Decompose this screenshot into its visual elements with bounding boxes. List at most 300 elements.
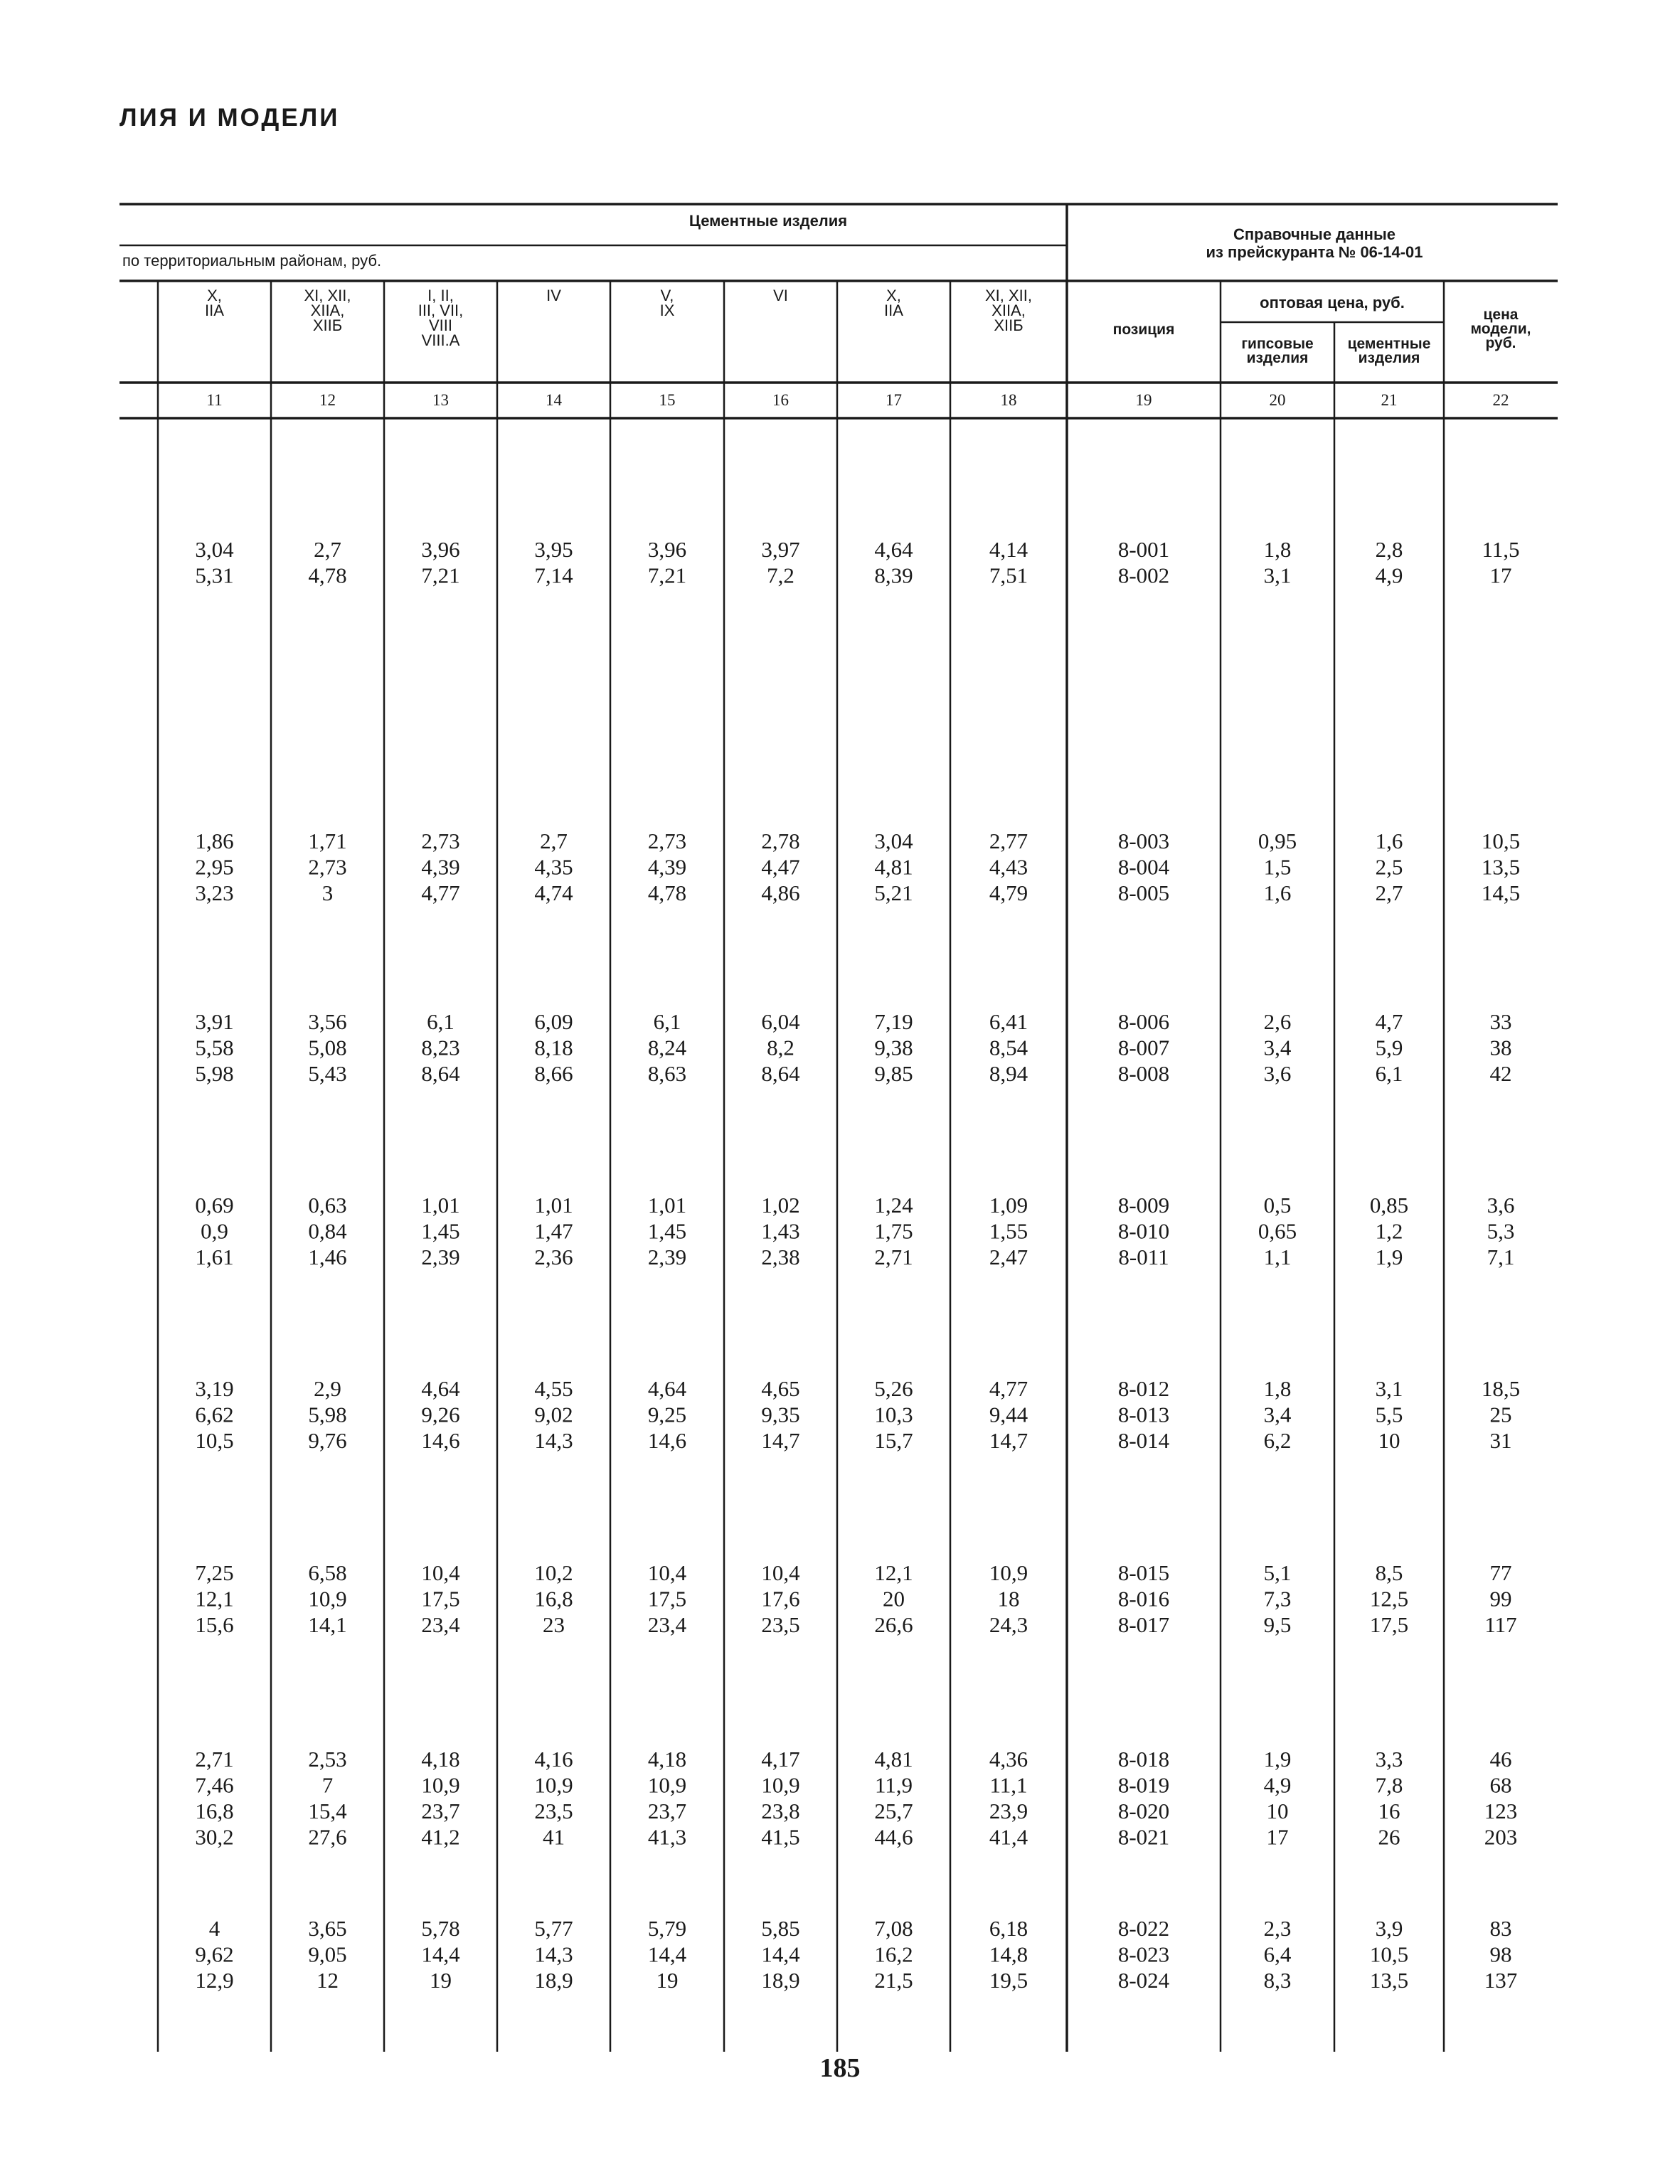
table-cell: 0,9 bbox=[201, 1218, 228, 1244]
table-cell: 41 bbox=[543, 1824, 565, 1850]
table-cell: 14,4 bbox=[647, 1941, 687, 1967]
table-cell: 18,5 bbox=[1481, 1376, 1521, 1401]
table-cell: 1,9 bbox=[1375, 1245, 1403, 1269]
column-number: 19 bbox=[1135, 391, 1152, 409]
column-number: 11 bbox=[206, 391, 223, 409]
column-header-label: IIA bbox=[884, 302, 903, 319]
table-cell: 8,66 bbox=[534, 1061, 573, 1086]
column-number: 14 bbox=[546, 391, 562, 409]
table-cell: 5,9 bbox=[1375, 1035, 1403, 1060]
table-cell: 15,4 bbox=[308, 1799, 347, 1823]
column-header-label: V, bbox=[660, 287, 674, 304]
row-group bbox=[195, 1560, 1516, 1637]
table-cell: 8,24 bbox=[647, 1035, 687, 1060]
table-cell: 99 bbox=[1489, 1586, 1512, 1612]
table-cell: 18 bbox=[997, 1586, 1020, 1612]
table-cell: 2,39 bbox=[647, 1245, 687, 1269]
table-cell: 5,31 bbox=[195, 563, 234, 588]
table-cell: 7,46 bbox=[195, 1772, 234, 1798]
table-cell: 9,38 bbox=[874, 1035, 913, 1060]
table-cell: 13,5 bbox=[1369, 1968, 1409, 1993]
column-header-label: цементные bbox=[1347, 336, 1431, 352]
table-cell: 14,7 bbox=[761, 1428, 800, 1453]
table-cell: 4,35 bbox=[534, 854, 573, 880]
table-cell: 3,04 bbox=[874, 829, 913, 853]
table-cell: 2,73 bbox=[308, 854, 347, 880]
table-cell: 2,6 bbox=[1263, 1009, 1292, 1034]
table-cell: 10,9 bbox=[534, 1772, 573, 1798]
table-cell: 4,7 bbox=[1375, 1009, 1403, 1034]
table-cell: 8-006 bbox=[1117, 1009, 1170, 1034]
table-cell: 12,5 bbox=[1369, 1586, 1409, 1612]
table-cell: 2,7 bbox=[1375, 880, 1403, 905]
table-row bbox=[195, 1968, 1517, 1993]
table-row bbox=[195, 563, 1511, 588]
table-row bbox=[195, 1560, 1511, 1585]
table-cell: 1,01 bbox=[647, 1193, 687, 1218]
table-cell: 3,97 bbox=[761, 537, 800, 562]
table-cell: 2,7 bbox=[540, 829, 568, 853]
column-number: 22 bbox=[1492, 391, 1509, 409]
table-row bbox=[195, 1193, 1514, 1218]
table-cell: 3 bbox=[321, 880, 334, 905]
table-cell: 8-012 bbox=[1117, 1376, 1170, 1401]
table-cell: 3,3 bbox=[1375, 1747, 1403, 1772]
row-group bbox=[195, 829, 1520, 905]
column-header-label: изделия bbox=[1246, 350, 1309, 366]
table-cell: 0,63 bbox=[308, 1193, 347, 1218]
table-cell: 10,5 bbox=[195, 1428, 234, 1453]
column-number: 13 bbox=[432, 391, 449, 409]
table-cell: 4,77 bbox=[421, 880, 460, 905]
table-cell: 14,7 bbox=[989, 1428, 1028, 1453]
table-row bbox=[195, 1061, 1511, 1086]
table-cell: 8,23 bbox=[421, 1035, 460, 1060]
row-group bbox=[195, 1009, 1511, 1086]
table-cell: 3,96 bbox=[647, 537, 687, 562]
table-cell: 7,1 bbox=[1487, 1245, 1515, 1269]
table-cell: 5,21 bbox=[874, 880, 913, 905]
table-cell: 19 bbox=[656, 1968, 679, 1993]
table-cell: 8-009 bbox=[1117, 1193, 1170, 1218]
table-row bbox=[195, 855, 1520, 880]
header-reference-line1: Справочные данные bbox=[1233, 225, 1395, 243]
table-cell: 4,43 bbox=[989, 854, 1028, 880]
table-cell: 19,5 bbox=[989, 1968, 1028, 1993]
table-cell: 8,64 bbox=[421, 1061, 460, 1086]
table-cell: 9,35 bbox=[761, 1402, 800, 1427]
table-cell: 4,9 bbox=[1263, 1772, 1292, 1798]
table-cell: 8-022 bbox=[1117, 1916, 1170, 1941]
column-number: 21 bbox=[1381, 391, 1398, 409]
table-cell: 4 bbox=[208, 1916, 220, 1941]
table-cell: 14,5 bbox=[1481, 880, 1521, 905]
table-cell: 5,78 bbox=[421, 1916, 460, 1941]
table-cell: 1,24 bbox=[874, 1193, 913, 1218]
table-cell: 8,5 bbox=[1375, 1560, 1403, 1585]
table-cell: 8-018 bbox=[1117, 1747, 1170, 1772]
table-cell: 17 bbox=[1489, 563, 1512, 588]
table-cell: 8-021 bbox=[1117, 1824, 1170, 1850]
table-cell: 14,6 bbox=[647, 1428, 687, 1453]
column-number: 18 bbox=[1000, 391, 1017, 409]
column-header-label: модели, bbox=[1470, 321, 1531, 337]
table-cell: 3,6 bbox=[1487, 1193, 1515, 1218]
table-cell: 10,2 bbox=[534, 1560, 573, 1585]
table-cell: 8,64 bbox=[761, 1061, 800, 1086]
table-cell: 83 bbox=[1489, 1916, 1512, 1941]
column-number: 16 bbox=[772, 391, 789, 409]
table-cell: 8-008 bbox=[1117, 1061, 1170, 1086]
column-header-label: I, II, bbox=[427, 287, 454, 304]
table-cell: 7,2 bbox=[767, 563, 794, 588]
header-cement-products: Цементные изделия bbox=[689, 212, 848, 230]
table-cell: 8-010 bbox=[1117, 1218, 1170, 1244]
table-cell: 98 bbox=[1489, 1941, 1512, 1967]
table-cell: 4,18 bbox=[421, 1747, 460, 1772]
table-cell: 3,65 bbox=[308, 1916, 347, 1941]
table-cell: 2,36 bbox=[534, 1245, 573, 1269]
table-row bbox=[209, 1916, 1512, 1941]
table-cell: 3,1 bbox=[1263, 563, 1292, 588]
table-row bbox=[195, 1612, 1516, 1637]
table-cell: 14,6 bbox=[421, 1428, 460, 1453]
column-header-label: изделия bbox=[1358, 350, 1420, 366]
column-header-label: III, VII, bbox=[418, 302, 464, 319]
table-cell: 38 bbox=[1489, 1035, 1512, 1060]
table-cell: 8-002 bbox=[1117, 563, 1170, 588]
table-cell: 11,9 bbox=[874, 1772, 913, 1798]
table-cell: 2,9 bbox=[314, 1376, 341, 1401]
table-cell: 11,5 bbox=[1482, 537, 1520, 562]
table-cell: 10,9 bbox=[761, 1772, 800, 1798]
table-cell: 8-007 bbox=[1117, 1035, 1170, 1060]
table-cell: 3,04 bbox=[195, 537, 234, 562]
table-cell: 9,02 bbox=[534, 1402, 573, 1427]
table-cell: 2,3 bbox=[1263, 1916, 1292, 1941]
table-cell: 3,9 bbox=[1375, 1916, 1403, 1941]
table-row bbox=[195, 1245, 1514, 1269]
table-cell: 117 bbox=[1484, 1612, 1517, 1637]
table-cell: 2,47 bbox=[989, 1245, 1028, 1269]
table-cell: 1,9 bbox=[1263, 1747, 1292, 1772]
table-row bbox=[195, 829, 1520, 853]
column-header-label: руб. bbox=[1485, 335, 1516, 351]
table-cell: 16,8 bbox=[195, 1799, 234, 1823]
table-cell: 17,5 bbox=[1369, 1612, 1409, 1637]
table-cell: 9,25 bbox=[647, 1402, 687, 1427]
table-cell: 9,26 bbox=[421, 1402, 460, 1427]
column-header-label: X, bbox=[886, 287, 901, 304]
table-cell: 2,5 bbox=[1375, 854, 1403, 880]
table-cell: 3,56 bbox=[308, 1009, 347, 1034]
page-number: 185 bbox=[819, 2053, 861, 2083]
table-cell: 10,9 bbox=[308, 1586, 347, 1612]
table-cell: 8-004 bbox=[1117, 854, 1170, 880]
table-cell: 17,5 bbox=[421, 1586, 460, 1612]
table-cell: 3,4 bbox=[1263, 1035, 1292, 1060]
table-cell: 8-005 bbox=[1117, 880, 1170, 905]
table-cell: 4,77 bbox=[989, 1376, 1028, 1401]
table-row bbox=[195, 537, 1519, 562]
table-cell: 4,18 bbox=[647, 1747, 687, 1772]
table-cell: 7,21 bbox=[421, 563, 460, 588]
table-row bbox=[195, 1825, 1517, 1850]
table-cell: 46 bbox=[1489, 1747, 1512, 1772]
table-cell: 4,78 bbox=[647, 880, 687, 905]
column-header-label: XIIБ bbox=[312, 316, 343, 334]
table-cell: 7,14 bbox=[534, 563, 573, 588]
table-cell: 4,39 bbox=[421, 854, 460, 880]
table-cell: 7,51 bbox=[989, 563, 1028, 588]
table-cell: 5,85 bbox=[761, 1916, 800, 1941]
table-cell: 41,2 bbox=[421, 1824, 460, 1850]
row-group bbox=[195, 537, 1519, 588]
table-cell: 25 bbox=[1489, 1402, 1512, 1427]
table-cell: 10,4 bbox=[647, 1560, 687, 1585]
table-grid bbox=[119, 204, 1558, 2052]
table-row bbox=[201, 1219, 1514, 1244]
table-cell: 5,79 bbox=[647, 1916, 687, 1941]
table-cell: 1,2 bbox=[1375, 1218, 1403, 1244]
table-cell: 10,9 bbox=[647, 1772, 687, 1798]
table-cell: 1,8 bbox=[1263, 537, 1292, 562]
table-cell: 3,23 bbox=[195, 880, 234, 905]
column-header-label: позиция bbox=[1112, 321, 1175, 338]
table-cell: 1,6 bbox=[1375, 829, 1403, 853]
table-cell: 1,01 bbox=[421, 1193, 460, 1218]
table-cell: 8-024 bbox=[1117, 1968, 1170, 1993]
table-cell: 2,39 bbox=[421, 1245, 460, 1269]
table-cell: 14,3 bbox=[534, 1941, 573, 1967]
table-cell: 0,69 bbox=[195, 1193, 234, 1218]
table-cell: 2,8 bbox=[1375, 537, 1403, 562]
table-cell: 3,1 bbox=[1375, 1376, 1403, 1401]
column-header-label: XIIA, bbox=[310, 302, 345, 319]
table-cell: 137 bbox=[1484, 1968, 1518, 1993]
column-header-label: цена bbox=[1483, 307, 1519, 323]
table-cell: 16,2 bbox=[874, 1941, 913, 1967]
table-cell: 15,6 bbox=[195, 1612, 234, 1637]
table-cell: 6,1 bbox=[1375, 1061, 1403, 1086]
column-numbers bbox=[206, 391, 1509, 409]
table-cell: 5,98 bbox=[308, 1402, 347, 1427]
table-cell: 2,53 bbox=[308, 1747, 347, 1772]
table-cell: 2,73 bbox=[647, 829, 687, 853]
table-cell: 42 bbox=[1489, 1061, 1512, 1086]
table-cell: 8-023 bbox=[1117, 1941, 1170, 1967]
table-cell: 23,4 bbox=[421, 1612, 460, 1637]
table-cell: 6,18 bbox=[989, 1916, 1028, 1941]
table-cell: 4,78 bbox=[308, 563, 347, 588]
table-cell: 68 bbox=[1489, 1772, 1512, 1798]
column-header-label: XI, XII, bbox=[304, 287, 351, 304]
table-cell: 41,3 bbox=[647, 1824, 687, 1850]
table-cell: 14,4 bbox=[761, 1941, 800, 1967]
table-cell: 12 bbox=[317, 1968, 339, 1993]
table-cell: 14,1 bbox=[308, 1612, 347, 1637]
table-cell: 27,6 bbox=[308, 1824, 347, 1850]
table-cell: 10,9 bbox=[421, 1772, 460, 1798]
table-cell: 9,5 bbox=[1263, 1612, 1292, 1637]
column-header-label: IV bbox=[546, 287, 561, 304]
row-group bbox=[195, 1916, 1517, 1993]
table-cell: 10,5 bbox=[1369, 1941, 1409, 1967]
table-cell: 1,1 bbox=[1263, 1245, 1292, 1269]
table-row bbox=[195, 1035, 1511, 1060]
table-cell: 4,39 bbox=[647, 854, 687, 880]
table-cell: 15,7 bbox=[874, 1428, 913, 1453]
table-cell: 4,64 bbox=[874, 537, 913, 562]
table-cell: 17,5 bbox=[647, 1586, 687, 1612]
column-header-label: XIIБ bbox=[994, 316, 1024, 334]
table-cell: 1,02 bbox=[761, 1193, 800, 1218]
table-cell: 0,95 bbox=[1258, 829, 1297, 853]
table-cell: 7,21 bbox=[647, 563, 687, 588]
table-cell: 7,19 bbox=[874, 1009, 913, 1034]
table-cell: 20 bbox=[883, 1586, 905, 1612]
table-row bbox=[195, 1747, 1511, 1772]
table-cell: 8-014 bbox=[1117, 1428, 1170, 1453]
table-cell: 5,26 bbox=[874, 1376, 913, 1401]
table-cell: 4,55 bbox=[534, 1376, 573, 1401]
table-cell: 23,7 bbox=[647, 1799, 687, 1823]
table-cell: 123 bbox=[1484, 1799, 1518, 1823]
table-cell: 17 bbox=[1266, 1824, 1289, 1850]
table-cell: 8,2 bbox=[767, 1035, 794, 1060]
table-cell: 2,73 bbox=[421, 829, 460, 853]
table-cell: 4,36 bbox=[989, 1747, 1028, 1772]
table-cell: 26,6 bbox=[874, 1612, 913, 1637]
table-row bbox=[195, 1428, 1511, 1453]
column-header-label: VI bbox=[773, 287, 788, 304]
table-cell: 4,74 bbox=[534, 880, 573, 905]
table-cell: 18,9 bbox=[534, 1968, 573, 1993]
table-cell: 10,9 bbox=[989, 1560, 1028, 1585]
column-number: 17 bbox=[886, 391, 902, 409]
table-cell: 4,16 bbox=[534, 1747, 573, 1772]
table-cell: 8-015 bbox=[1117, 1560, 1170, 1585]
table-cell: 4,64 bbox=[647, 1376, 687, 1401]
column-header-label: VIII bbox=[428, 316, 453, 334]
table-cell: 11,1 bbox=[989, 1772, 1028, 1798]
table-cell: 6,2 bbox=[1263, 1428, 1292, 1453]
column-header-label: гипсовые bbox=[1241, 336, 1314, 352]
table-cell: 0,5 bbox=[1263, 1193, 1292, 1218]
table-cell: 7,3 bbox=[1263, 1586, 1292, 1612]
table-cell: 4,65 bbox=[761, 1376, 800, 1401]
table-cell: 6,62 bbox=[195, 1402, 234, 1427]
column-number: 12 bbox=[319, 391, 336, 409]
table-cell: 8,39 bbox=[874, 563, 913, 588]
header-reference-line2: из прейскуранта № 06-14-01 bbox=[1206, 243, 1423, 261]
table-cell: 5,98 bbox=[195, 1061, 234, 1086]
row-group bbox=[195, 1193, 1514, 1269]
table-cell: 5,77 bbox=[534, 1916, 573, 1941]
table-row bbox=[195, 1009, 1511, 1034]
table-cell: 41,4 bbox=[989, 1824, 1028, 1850]
table-cell: 5,3 bbox=[1487, 1218, 1515, 1244]
table-cell: 6,41 bbox=[989, 1009, 1028, 1034]
column-header-label: XI, XII, bbox=[984, 287, 1033, 304]
table-cell: 23,8 bbox=[761, 1799, 800, 1823]
table-cell: 13,5 bbox=[1481, 854, 1521, 880]
table-cell: 8-020 bbox=[1117, 1799, 1170, 1823]
table-cell: 12,1 bbox=[874, 1560, 913, 1585]
table-cell: 6,1 bbox=[653, 1009, 681, 1034]
table-cell: 23,9 bbox=[989, 1799, 1028, 1823]
table-cell: 1,55 bbox=[989, 1218, 1028, 1244]
table-cell: 2,7 bbox=[314, 537, 341, 562]
table-cell: 77 bbox=[1489, 1560, 1512, 1585]
table-cell: 1,71 bbox=[308, 829, 347, 853]
table-row bbox=[195, 1942, 1511, 1967]
table-cell: 1,6 bbox=[1263, 880, 1292, 905]
table-row bbox=[195, 1587, 1511, 1612]
table-cell: 8-001 bbox=[1117, 537, 1170, 562]
table-cell: 9,85 bbox=[874, 1061, 913, 1086]
table-cell: 3,91 bbox=[195, 1009, 234, 1034]
table-cell: 24,3 bbox=[989, 1612, 1028, 1637]
column-header-label: VIII.A bbox=[421, 331, 460, 349]
table-cell: 9,76 bbox=[308, 1428, 347, 1453]
column-header-label: XIIA, bbox=[991, 302, 1026, 319]
table-cell: 8,63 bbox=[647, 1061, 687, 1086]
table-cell: 10 bbox=[1378, 1428, 1400, 1453]
table-cell: 1,61 bbox=[195, 1245, 234, 1269]
table-row bbox=[195, 1402, 1511, 1427]
table-cell: 1,5 bbox=[1263, 854, 1292, 880]
table-cell: 8-013 bbox=[1117, 1402, 1170, 1427]
table-cell: 2,95 bbox=[195, 854, 234, 880]
table-cell: 4,81 bbox=[874, 854, 913, 880]
table-cell: 3,4 bbox=[1263, 1402, 1292, 1427]
table-cell: 14,3 bbox=[534, 1428, 573, 1453]
table-cell: 8,94 bbox=[989, 1061, 1028, 1086]
table-cell: 1,45 bbox=[647, 1218, 687, 1244]
table-cell: 23,7 bbox=[421, 1799, 460, 1823]
column-separators bbox=[158, 281, 1444, 2052]
row-group bbox=[195, 1376, 1520, 1453]
table-cell: 5,1 bbox=[1263, 1560, 1292, 1585]
table-cell: 0,84 bbox=[308, 1218, 347, 1244]
table-cell: 7,08 bbox=[874, 1916, 913, 1941]
table-cell: 1,01 bbox=[534, 1193, 573, 1218]
column-number: 20 bbox=[1269, 391, 1286, 409]
table-cell: 8,3 bbox=[1263, 1968, 1292, 1993]
table-cell: 7 bbox=[321, 1772, 334, 1798]
table-cell: 4,79 bbox=[989, 880, 1028, 905]
table-cell: 12,1 bbox=[195, 1586, 234, 1612]
table-cell: 23 bbox=[543, 1612, 565, 1637]
table-cell: 4,17 bbox=[761, 1747, 800, 1772]
table-cell: 5,08 bbox=[308, 1035, 347, 1060]
page-title: ЛИЯ И МОДЕЛИ bbox=[119, 104, 340, 132]
table-cell: 0,65 bbox=[1258, 1218, 1297, 1244]
table-cell: 18,9 bbox=[761, 1968, 800, 1993]
table-cell: 1,86 bbox=[195, 829, 234, 853]
table-cell: 17,6 bbox=[761, 1586, 800, 1612]
table-cell: 1,45 bbox=[421, 1218, 460, 1244]
table-cell: 4,9 bbox=[1375, 563, 1403, 588]
table-cell: 6,58 bbox=[308, 1560, 347, 1585]
column-number: 15 bbox=[659, 391, 676, 409]
row-group bbox=[195, 1747, 1517, 1850]
table-cell: 14,4 bbox=[421, 1941, 460, 1967]
table-cell: 2,38 bbox=[761, 1245, 800, 1269]
table-cell: 3,96 bbox=[421, 537, 460, 562]
table-cell: 1,47 bbox=[534, 1218, 573, 1244]
